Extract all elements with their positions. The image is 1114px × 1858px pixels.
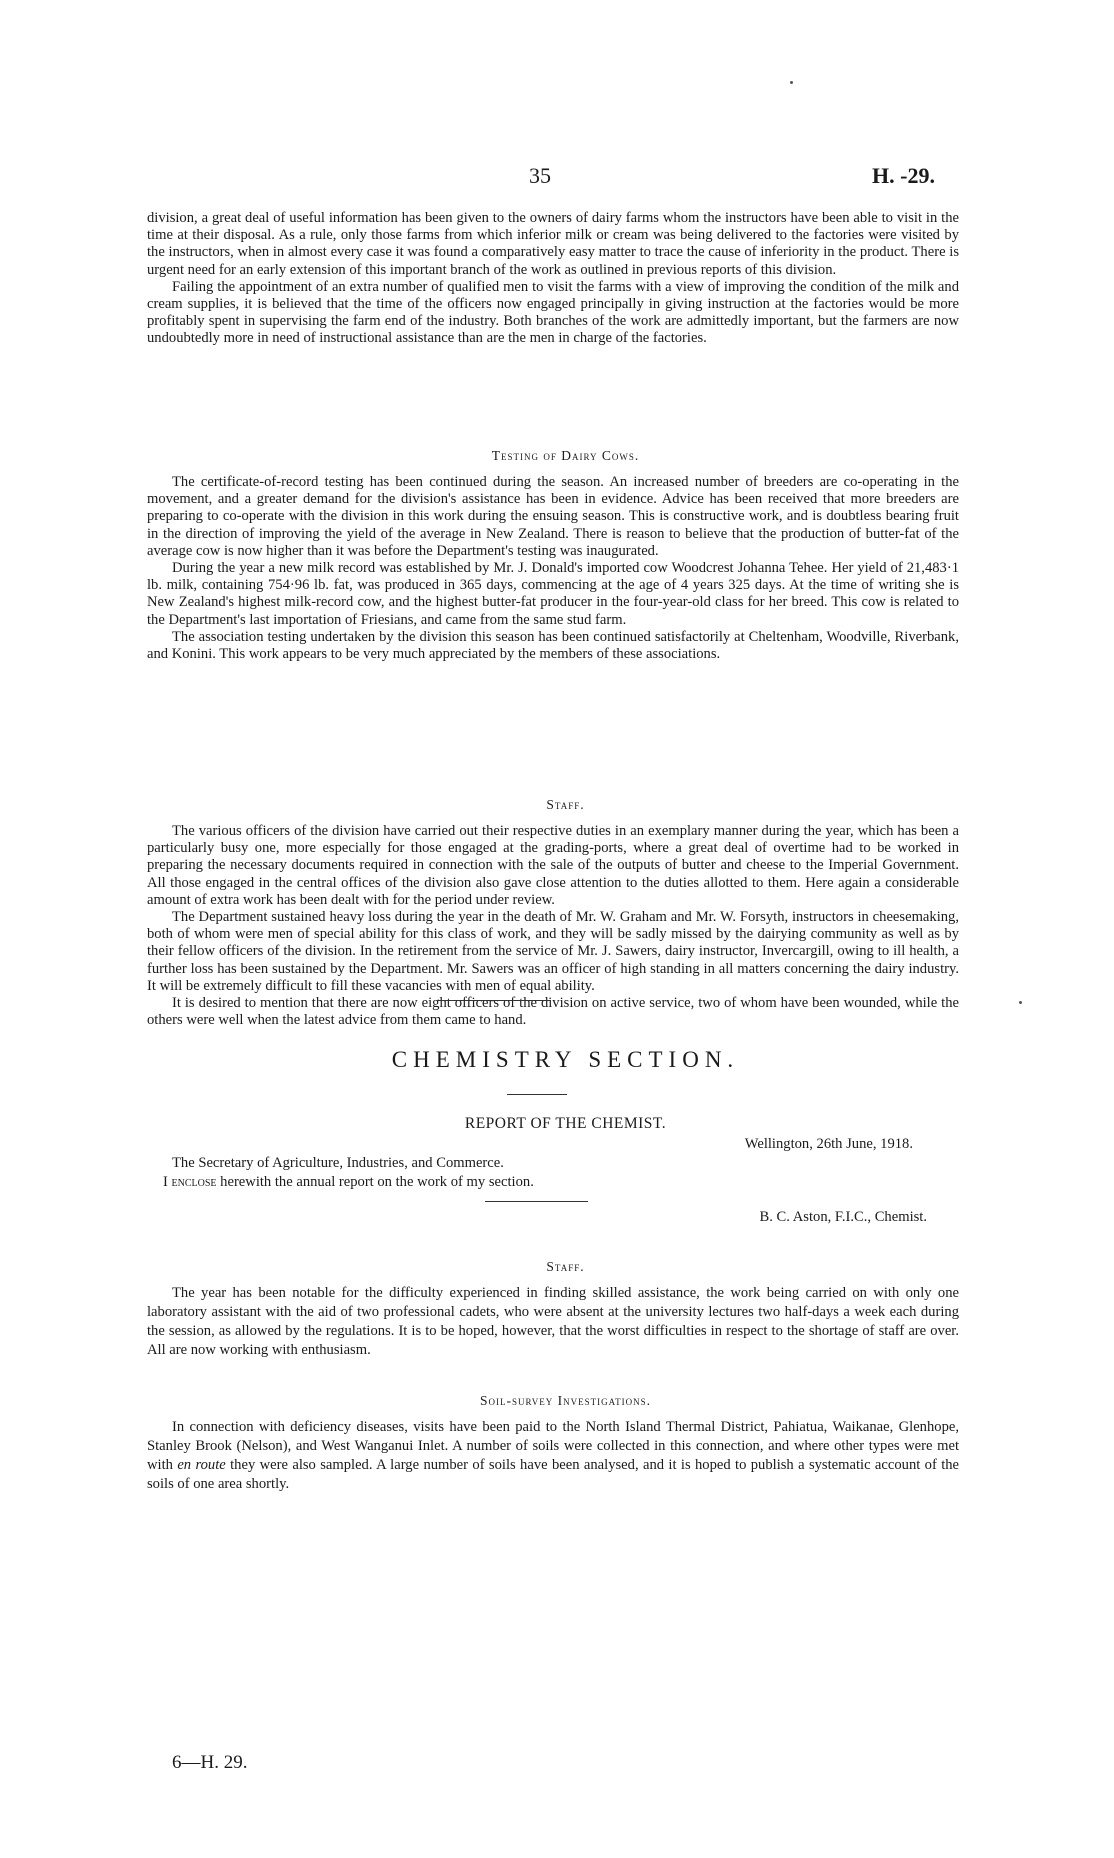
staff-heading-block: [147, 796, 959, 813]
report-title: REPORT OF THE CHEMIST.: [464, 1115, 667, 1132]
paragraph: During the year a new milk record was established by Mr. J. Donald's imported cow Woodcrest Johanna Tehee. Her yield of 21,483·1 lb. milk, containing 754·96 lb. fat, was produced in 365 days, commencing at the age of 4 years 325 days. At the time of writing she is New Zealand's highest milk-record cow, and the highest butter-fat producer in the four-year-old class for her breed. This cow is related to the Department's last importation of Friesians, and came from the same stud farm.: [147, 560, 959, 628]
signature: B. C. Aston, F.I.C., Chemist.: [759, 1209, 927, 1225]
testing-section: [147, 474, 959, 663]
signature-block: [147, 1208, 959, 1227]
footer-reference: 6—H. 29.: [172, 1752, 248, 1773]
section-heading-soil-survey: Soil-survey Investigations.: [479, 1393, 652, 1408]
soil-heading-block: [147, 1392, 959, 1409]
chemistry-title-block: [147, 1047, 959, 1072]
chemistry-section-title: CHEMISTRY SECTION.: [391, 1047, 740, 1072]
staff-section: [147, 823, 959, 1029]
scan-speck: [790, 81, 793, 84]
soil-text-b: they were also sampled. A large number of soils have been analysed, and it is hoped to publish a systematic account of the soils of one area shortly.: [147, 1457, 960, 1492]
testing-heading-block: [147, 447, 959, 464]
document-reference: H. -29.: [872, 163, 935, 188]
short-rule: [485, 1201, 588, 1202]
paragraph: The certificate-of-record testing has been continued during the season. An increased number of breeders are co-operating in the movement, and a greater demand for the division's assistance has been in evidence. Advice has been received that more breeders are preparing to co-operate with the division in this work during the ensuing season. This is constructive work, and is doubtless bearing fruit in the direction of improving the yield of the average in New Zealand. There is reason to believe that the production of butter-fat of the average cow is now higher than it was before the Department's testing was inaugurated.: [147, 474, 959, 559]
paragraph: It is desired to mention that there are now eight officers of the division on active service, two of whom have been wounded, while the others were well when the latest advice from them came to hand.: [147, 995, 959, 1029]
scan-speck: [1019, 1001, 1022, 1004]
dairy-continuation: [147, 210, 959, 348]
enclose-rest: herewith the annual report on the work of my section.: [216, 1174, 534, 1190]
paragraph: The various officers of the division have carried out their respective duties in an exemplary manner during the year, which has been a particularly busy one, more especially for those engaged at the grading-ports, where a great deal of overtime had to be worked in preparing the necessary documents required in connection with the sale of the outputs of butter and cheese to the Imperial Government. All those engaged in the central offices of the division also gave close attention to the duties allotted to them. Here again a considerable amount of extra work has been dealt with for the period under review.: [147, 823, 959, 908]
soil-text-italic: en route: [177, 1457, 226, 1473]
section-heading-chem-staff: Staff.: [546, 1259, 585, 1274]
page-number: 35: [529, 163, 551, 188]
paragraph: division, a great deal of useful information has been given to the owners of dairy farms whom the instructors have been able to visit in the time at their disposal. As a rule, only those farms from which inferior milk or cream was being delivered to the factories were visited by the instructors, when in almost every case it was found a comparatively easy matter to trace the cause of inferiority in the product. There is urgent need for an early extension of this important branch of the work as outlined in previous reports of this division.: [147, 210, 959, 278]
chem-staff-section: [147, 1284, 959, 1360]
paragraph: The Department sustained heavy loss during the year in the death of Mr. W. Graham and Mr. W. Forsyth, instructors in cheesemaking, both of whom were men of special ability for this class of work, and they will be sadly missed by the dairying community as well as by their fellow officers of the division. In the retirement from the service of Mr. J. Sawers, dairy instructor, Invercargill, owing to ill health, a further loss has been sustained by the Department. Mr. Sawers was an officer of high standing in all matters concerning the dairy industry. It will be extremely difficult to fill these vacancies with men of equal ability.: [147, 909, 959, 994]
letter-block: [147, 1135, 959, 1192]
paragraph: [147, 1418, 959, 1494]
place-date: Wellington, 26th June, 1918.: [744, 1136, 913, 1152]
paragraph: Failing the appointment of an extra number of qualified men to visit the farms with a view of improving the condition of the milk and cream supplies, it is believed that the time of the officers now engaged principally in giving instruction at the factories would be more profitably spent in supervising the farm end of the industry. Both branches of the work are admittedly important, but the farmers are now undoubtedly more in need of instructional assistance than are the men in charge of the factories.: [147, 278, 959, 347]
soil-text-a: In connection with deficiency diseases, visits have been paid to the North Island Thermal District, Pahiatua, Waikanae, Glenhope, Stanley Brook (Nelson), and West Wanganui Inlet. A number of soils were collected in this connection, and where other types were met with: [147, 1419, 959, 1473]
enclose-line: [138, 1173, 959, 1192]
section-heading-staff: Staff.: [546, 797, 585, 812]
soil-section: [147, 1418, 959, 1494]
short-rule: [507, 1094, 567, 1095]
section-heading-testing: Testing of Dairy Cows.: [491, 448, 640, 463]
paragraph: The association testing undertaken by the division this season has been continued satisfactorily at Cheltenham, Woodville, Riverbank, and Konini. This work appears to be very much appreciated by the members of these associations.: [147, 628, 959, 663]
enclose-lead: I enclose: [163, 1174, 217, 1190]
divider-rule: [437, 1000, 551, 1001]
report-title-block: [147, 1115, 959, 1132]
chem-staff-heading-block: [147, 1258, 959, 1275]
addressee: The Secretary of Agriculture, Industries, and Commerce.: [172, 1155, 504, 1171]
paragraph: The year has been notable for the difficulty experienced in finding skilled assistance, the work being carried on with only one laboratory assistant with the aid of two professional cadets, who were absent at the university lectures two half-days a week each during the session, as allowed by the regulations. It is to be hoped, however, that the worst difficulties in respect to the shortage of staff are over. All are now working with enthusiasm.: [147, 1285, 959, 1358]
